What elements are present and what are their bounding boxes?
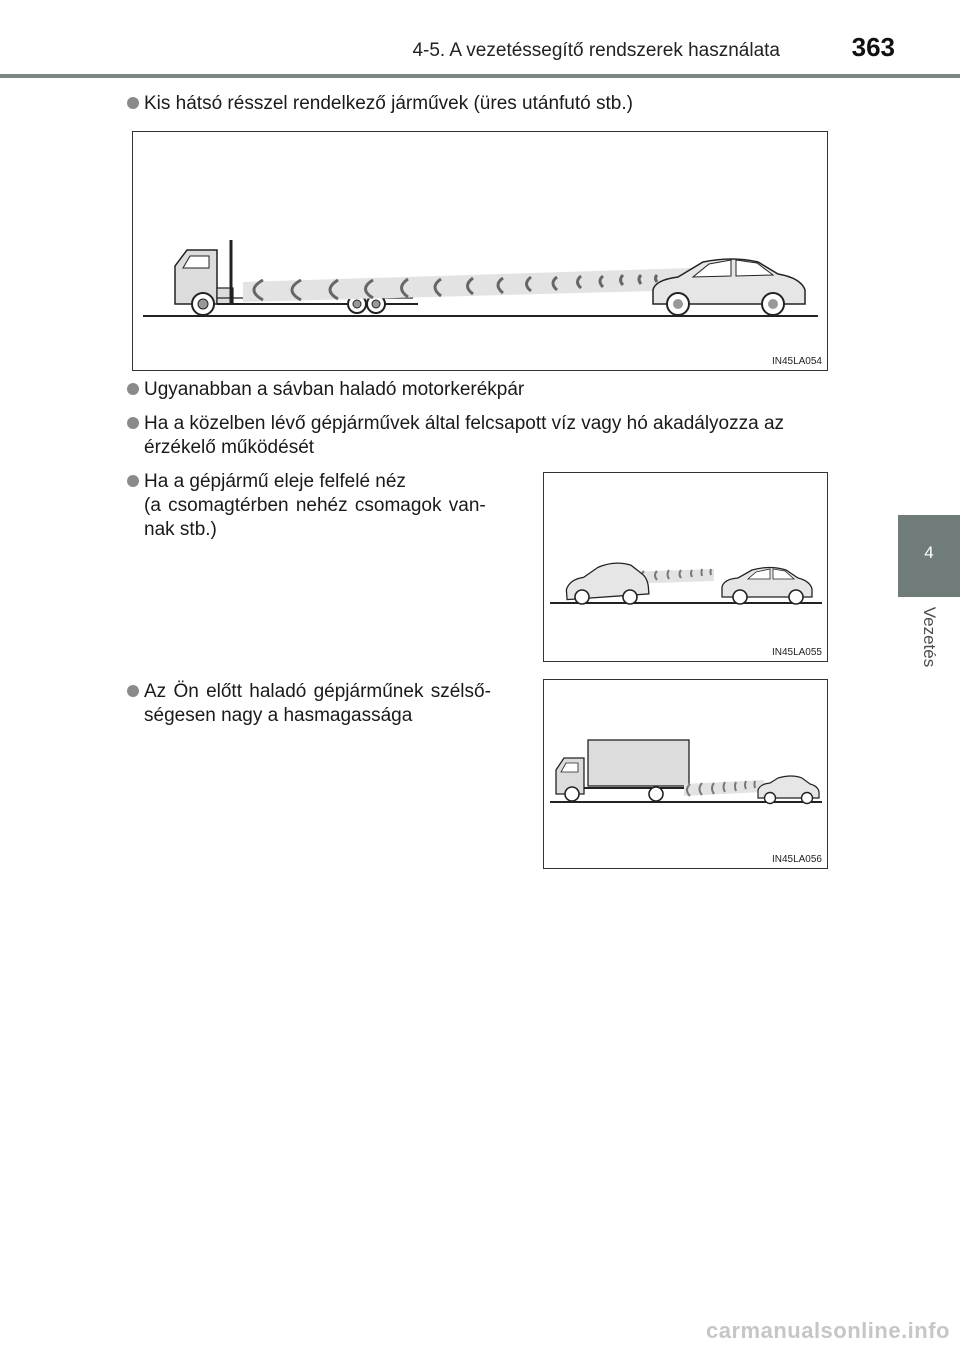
- figure-code: IN45LA054: [771, 356, 822, 367]
- chapter-label-wrap: [898, 600, 960, 680]
- bullet-dot-icon: [127, 97, 139, 109]
- bullet-item: [127, 680, 527, 732]
- bullet-text-line: érzékelő működését: [144, 437, 315, 458]
- bullet-item: [127, 378, 887, 404]
- figure-code: IN45LA056: [771, 854, 822, 865]
- bullet-text-line: nak stb.): [144, 519, 217, 540]
- bullet-dot-icon: [127, 685, 139, 697]
- high-clearance-truck-and-car-illustration: [544, 680, 829, 870]
- car-raised-front-following-car-illustration: [544, 473, 829, 663]
- bullet-item: [127, 470, 527, 548]
- bullet-item: [127, 92, 887, 118]
- bullet-text: Kis hátsó résszel rendelkező járművek (üres utánfutó stb.): [144, 93, 633, 114]
- bullet-text-line: Az Ön előtt haladó gépjárműnek szélső-: [144, 681, 491, 702]
- bullet-text-line: Ha a közelben lévő gépjárművek által felcsapott víz vagy hó akadályozza az: [144, 413, 785, 434]
- chapter-number: 4: [924, 543, 934, 562]
- bullet-dot-icon: [127, 417, 139, 429]
- truck-with-empty-trailer-and-car-illustration: [133, 132, 829, 372]
- chapter-tab: [898, 515, 960, 597]
- watermark: carmanualsonline.info: [706, 1318, 950, 1343]
- figure-truck-trailer: [132, 131, 828, 371]
- bullet-text-line: ségesen nagy a hasmagassága: [144, 705, 413, 726]
- bullet-item: [127, 412, 887, 464]
- figure-code: IN45LA055: [771, 647, 822, 658]
- header-rule: [0, 74, 960, 78]
- figure-raised-front: [543, 472, 828, 662]
- bullet-dot-icon: [127, 475, 139, 487]
- section-title: 4-5. A vezetéssegítő rendszerek használata: [412, 40, 780, 61]
- bullet-text-line: Ha a gépjármű eleje felfelé néz: [144, 471, 406, 492]
- page-number: 363: [851, 32, 895, 62]
- figure-high-clearance-truck: [543, 679, 828, 869]
- bullet-text-line: (a csomagtérben nehéz csomagok van-: [144, 495, 486, 516]
- chapter-label: Vezetés: [920, 606, 939, 668]
- bullet-text: Ugyanabban a sávban haladó motorkerékpár: [144, 379, 525, 400]
- bullet-dot-icon: [127, 383, 139, 395]
